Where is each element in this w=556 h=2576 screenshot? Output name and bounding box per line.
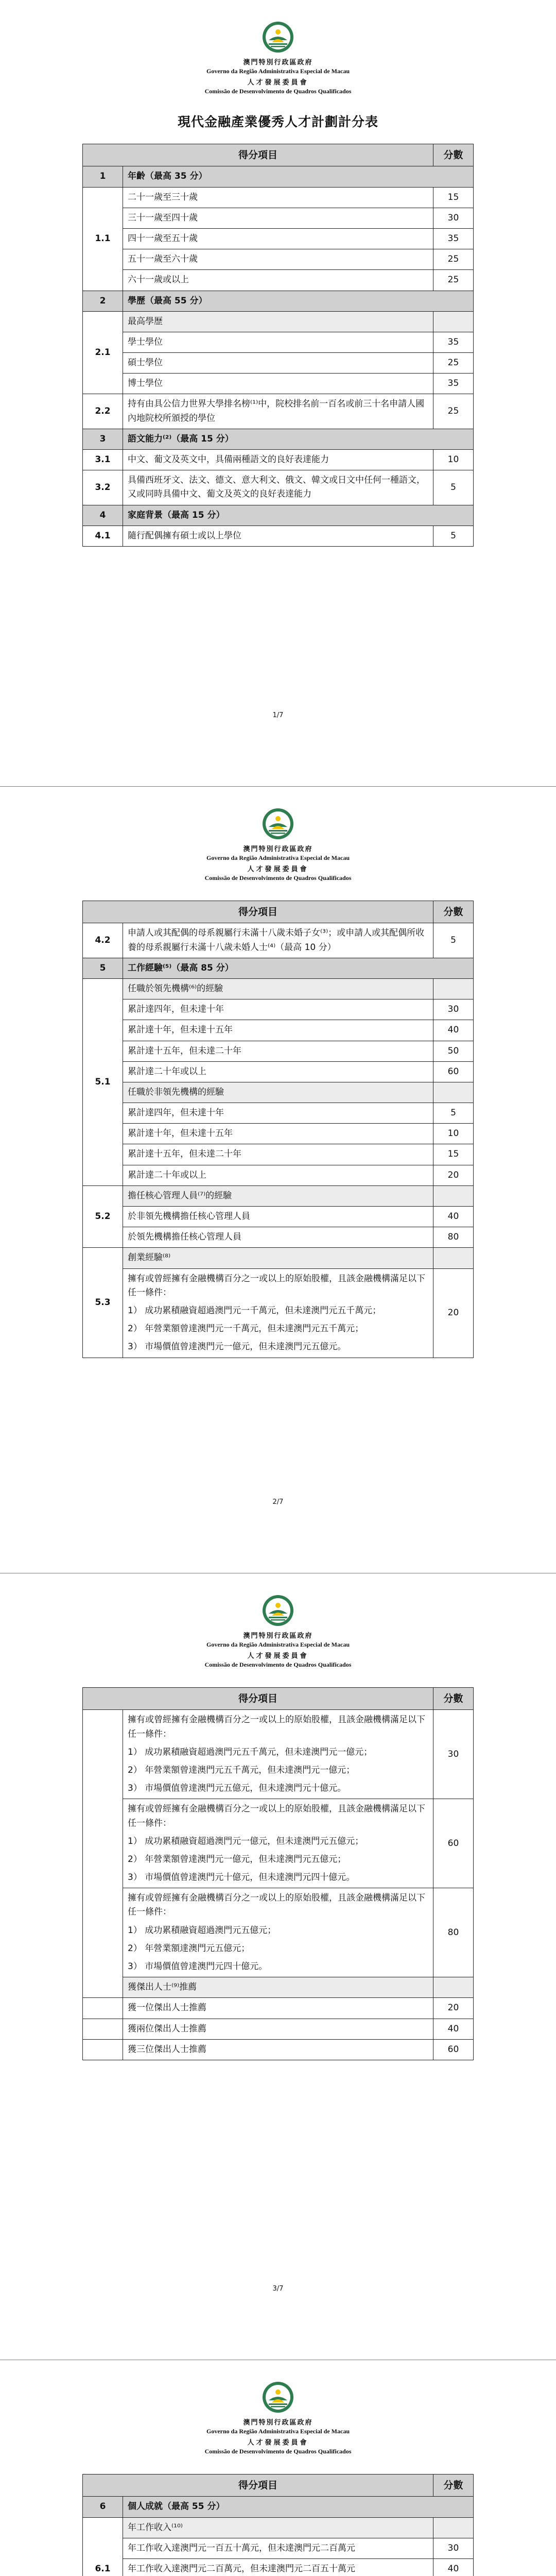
item-score: 25 [433,249,474,270]
table-row [83,1977,474,1998]
org-name-zh: 澳門特別行政區政府 [243,2419,313,2427]
header-item: 得分項目 [83,1688,433,1710]
item-number [83,1998,123,2019]
table-row [83,2019,474,2039]
table-row [83,1082,474,1103]
page-1 [0,0,556,786]
macau-emblem-icon [262,807,294,840]
section-number: 5 [83,958,123,978]
item-label: 擁有或曾經擁有金融機構百分之一或以上的原始股權，且該金融機構滿足以下任一條件： [128,1273,425,1298]
table-row [83,208,474,228]
table-row [83,1207,474,1227]
item-condition: 2） 年營業額曾達澳門元一億元，但未達澳門元五億元； [128,1854,346,1865]
org-name-zh: 澳門特別行政區政府 [243,59,313,66]
item-score: 40 [433,2019,474,2039]
dept-name-zh: 人才發展委員會 [247,2439,309,2447]
page-number: 1/7 [272,711,284,719]
item-label: 隨行配偶擁有碩士或以上學位 [128,530,241,541]
item-text [123,1185,433,1206]
item-score: 60 [433,1799,474,1888]
item-text [123,923,433,958]
table-row [83,228,474,249]
item-text [123,999,433,1020]
org-name-pt: Governo da Região Administrativa Especial de Macau [206,67,350,75]
dept-name-pt: Comissão de Desenvolvimento de Quadros Qualificados [204,874,352,882]
org-name-zh: 澳門特別行政區政府 [243,845,313,853]
item-score: 35 [433,374,474,394]
item-score: 10 [433,1124,474,1144]
item-label: 擁有或曾經擁有金融機構百分之一或以上的原始股權，且該金融機構滿足以下任一條件： [128,1715,425,1739]
item-number: 2.2 [83,394,123,429]
item-score: 5 [433,1103,474,1124]
section-number: 1 [83,166,123,187]
item-score: 5 [433,923,474,958]
table-row [83,1124,474,1144]
item-score [433,1977,474,1998]
table-row [83,1041,474,1061]
header-item: 得分項目 [83,144,433,166]
item-label: 二十一歲至三十歲 [128,192,198,202]
item-number: 4.1 [83,526,123,546]
item-number [83,1710,123,1998]
item-condition: 3） 市場價值曾達澳門元一億元，但未達澳門元五億元。 [128,1342,346,1352]
item-text [123,450,433,470]
item-label: 擔任核心管理人員⁽⁷⁾的經驗 [128,1190,232,1201]
table-row [83,2517,474,2538]
score-table [82,2474,474,2576]
item-label: 三十一歲至四十歲 [128,212,198,223]
table-header-row [83,144,474,166]
item-text [123,1248,433,1268]
item-number: 6.1 [83,2517,123,2576]
table-row [83,1103,474,1124]
macau-emblem-icon [262,21,294,54]
item-score: 40 [433,2558,474,2576]
dept-name-zh: 人才發展委員會 [247,1652,309,1660]
item-number: 5.1 [83,978,123,1185]
table-row [83,394,474,429]
table-row [83,187,474,208]
section-number: 6 [83,2497,123,2517]
item-label: 四十一歲至五十歲 [128,233,198,244]
item-text [123,394,433,429]
table-row [83,1061,474,1082]
item-score: 20 [433,1998,474,2019]
item-score: 10 [433,450,474,470]
item-label: 年工作收入達澳門元一百五十萬元，但未達澳門元二百萬元 [128,2543,355,2553]
item-text [123,2019,433,2039]
section-title: 年齡（最高 35 分） [123,166,474,187]
item-label: 獲兩位傑出人士推薦 [128,2023,206,2034]
item-label: 學士學位 [128,336,163,347]
item-score: 15 [433,187,474,208]
table-header-row [83,2475,474,2497]
item-label: 五十一歲至六十歲 [128,254,198,265]
table-header-row [83,901,474,923]
item-label: 擁有或曾經擁有金融機構百分之一或以上的原始股權，且該金融機構滿足以下任一條件： [128,1893,425,1918]
item-text [123,1799,433,1888]
item-number: 4.2 [83,923,123,958]
header-item: 得分項目 [83,901,433,923]
item-score: 30 [433,999,474,1020]
spacer [0,882,556,901]
item-condition: 2） 年營業額曾達澳門元五千萬元，但未達澳門元一億元； [128,1765,355,1775]
item-text [123,1977,433,1998]
item-score: 35 [433,332,474,352]
score-table [82,144,474,547]
table-row [83,999,474,1020]
item-text [123,526,433,546]
item-score: 60 [433,1061,474,1082]
macau-emblem-icon [262,2381,294,2414]
page-number: 3/7 [272,2285,284,2293]
section-row [83,429,474,449]
table-row [83,526,474,546]
score-table [82,1687,474,2060]
item-score [433,2517,474,2538]
spacer [0,2455,556,2474]
item-score [433,1185,474,1206]
item-score: 80 [433,1888,474,1977]
item-number: 3.2 [83,470,123,505]
item-score: 30 [433,1710,474,1799]
section-title: 個人成就（最高 55 分） [123,2497,474,2517]
section-row [83,505,474,526]
table-row [83,332,474,352]
header-score: 分數 [433,144,474,166]
item-text [123,2558,433,2576]
table-row [83,978,474,999]
item-label: 年工作收入⁽¹⁰⁾ [128,2522,183,2533]
item-number [83,2039,123,2060]
table-row [83,470,474,505]
page-2 [0,787,556,1573]
section-title: 學歷（最高 55 分） [123,291,474,311]
item-text [123,1041,433,1061]
item-text [123,374,433,394]
table-row [83,311,474,332]
item-label: 具備西班牙文、法文、德文、意大利文、俄文、韓文或日文中任何一種語文，又或同時具備中文、葡文及英文的良好表達能力 [128,475,425,500]
section-number: 3 [83,429,123,449]
item-label: 六十一歲或以上 [128,275,189,285]
table-row [83,1144,474,1165]
table-row [83,1268,474,1358]
item-label: 累計達十五年，但未達二十年 [128,1149,241,1160]
item-text [123,1710,433,1799]
page-number: 2/7 [272,1498,284,1506]
header-score: 分數 [433,2475,474,2497]
item-label: 持有由具公信力世界大學排名榜⁽¹⁾中，院校排名前一百名或前三十名申請人國內地院校所頒授的學位 [128,399,425,423]
item-label: 累計達十年，但未達十五年 [128,1128,233,1139]
item-condition: 2） 年營業額曾達澳門元一千萬元，但未達澳門元五千萬元； [128,1324,364,1334]
item-number [83,2019,123,2039]
item-score [433,1248,474,1268]
item-text [123,332,433,352]
item-text [123,1144,433,1165]
item-label: 獲傑出人士⁽⁹⁾推薦 [128,1982,197,1993]
letterhead [0,1573,556,1669]
spacer [0,1669,556,1687]
item-label: 累計達二十年或以上 [128,1170,206,1180]
item-text [123,2517,433,2538]
item-label: 擁有或曾經擁有金融機構百分之一或以上的原始股權，且該金融機構滿足以下任一條件： [128,1804,425,1828]
item-condition: 3） 市場價值曾達澳門元十億元，但未達澳門元四十億元。 [128,1872,355,1883]
table-row [83,1888,474,1977]
table-row [83,2538,474,2558]
item-score [433,311,474,332]
table-row [83,1185,474,1206]
section-number: 4 [83,505,123,526]
item-text [123,978,433,999]
table-row [83,1248,474,1268]
dept-name-zh: 人才發展委員會 [247,79,309,87]
table-row [83,1165,474,1185]
item-score: 5 [433,526,474,546]
item-text [123,1268,433,1358]
section-title: 工作經驗⁽⁵⁾（最高 85 分） [123,958,474,978]
section-title: 語文能力⁽²⁾（最高 15 分） [123,429,474,449]
item-number: 2.1 [83,311,123,394]
item-text [123,311,433,332]
table-row [83,374,474,394]
item-condition: 1） 成功累積融資超過澳門元五千萬元，但未達澳門元一億元； [128,1747,373,1757]
table-row [83,2558,474,2576]
org-name-pt: Governo da Região Administrativa Especial de Macau [206,1641,350,1648]
item-score: 80 [433,1227,474,1248]
item-score: 40 [433,1207,474,1227]
item-text [123,1082,433,1103]
item-condition: 3） 市場價值曾達澳門元五億元，但未達澳門元十億元。 [128,1783,346,1794]
item-score: 5 [433,470,474,505]
dept-name-pt: Comissão de Desenvolvimento de Quadros Qualificados [204,1661,352,1668]
item-score [433,978,474,999]
table-row [83,1799,474,1888]
table-row [83,1710,474,1799]
item-text [123,1888,433,1977]
item-label: 累計達十五年，但未達二十年 [128,1045,241,1056]
item-text [123,2039,433,2060]
letterhead [0,787,556,882]
macau-emblem-icon [262,1594,294,1627]
item-label: 於領先機構擔任核心管理人員 [128,1232,241,1243]
item-label: 累計達四年，但未達十年 [128,1004,224,1015]
item-text [123,1020,433,1041]
table-row [83,1227,474,1248]
page-3 [0,1573,556,2360]
item-text [123,1165,433,1185]
section-row [83,291,474,311]
org-name-pt: Governo da Região Administrativa Especial de Macau [206,854,350,861]
item-score: 20 [433,1165,474,1185]
item-label: 最高學歷 [128,316,163,327]
dept-name-pt: Comissão de Desenvolvimento de Quadros Qualificados [204,2448,352,2455]
item-text [123,208,433,228]
item-label: 博士學位 [128,378,163,389]
item-score: 15 [433,1144,474,1165]
table-row [83,1020,474,1041]
section-row [83,2497,474,2517]
header-score: 分數 [433,901,474,923]
item-text [123,1061,433,1082]
item-number: 1.1 [83,187,123,291]
score-table [82,901,474,1358]
item-label: 獲三位傑出人士推薦 [128,2044,206,2055]
item-score: 25 [433,353,474,374]
item-score: 30 [433,2538,474,2558]
item-score: 25 [433,394,474,429]
item-label: 累計達二十年或以上 [128,1066,206,1077]
item-text [123,1103,433,1124]
item-label: 累計達十年，但未達十五年 [128,1025,233,1036]
item-label: 累計達四年，但未達十年 [128,1108,224,1118]
item-text [123,1227,433,1248]
item-text [123,1124,433,1144]
item-score: 50 [433,1041,474,1061]
dept-name-pt: Comissão de Desenvolvimento de Quadros Qualificados [204,88,352,95]
page-4 [0,2360,556,2576]
header-score: 分數 [433,1688,474,1710]
item-condition: 1） 成功累積融資超過澳門元一億元，但未達澳門元五億元； [128,1836,364,1846]
item-label: 創業經驗⁽⁸⁾ [128,1252,171,1263]
table-row [83,2039,474,2060]
item-text [123,249,433,270]
item-label: 獲一位傑出人士推薦 [128,2003,206,2013]
item-label: 申請人或其配偶的母系親屬行未滿十八歲未婚子女⁽³⁾；或申請人或其配偶所收養的母系親屬行未滿十八歲未婚人士⁽⁴⁾（最高 10 分） [128,928,425,953]
item-label: 於非領先機構擔任核心管理人員 [128,1211,250,1222]
item-condition: 2） 年營業額達澳門元五億元； [128,1943,250,1954]
section-row [83,166,474,187]
header-item: 得分項目 [83,2475,433,2497]
item-number: 5.2 [83,1185,123,1248]
item-score: 35 [433,228,474,249]
org-name-pt: Governo da Região Administrativa Especial de Macau [206,2428,350,2435]
section-number: 2 [83,291,123,311]
item-condition: 1） 成功累積融資超過澳門元五億元； [128,1925,276,1936]
item-label: 碩士學位 [128,358,163,368]
section-title: 家庭背景（最高 15 分） [123,505,474,526]
item-text [123,2538,433,2558]
item-number: 3.1 [83,450,123,470]
item-label: 年工作收入達澳門元二百萬元，但未達澳門元二百五十萬元 [128,2563,355,2574]
item-number: 5.3 [83,1248,123,1358]
item-score: 40 [433,1020,474,1041]
item-score: 60 [433,2039,474,2060]
org-name-zh: 澳門特別行政區政府 [243,1632,313,1640]
item-condition: 1） 成功累積融資超過澳門元一千萬元，但未達澳門元五千萬元； [128,1305,381,1316]
item-text [123,353,433,374]
item-text [123,187,433,208]
item-condition: 3） 市場價值曾達澳門元四十億元。 [128,1961,268,1972]
item-text [123,270,433,291]
table-row [83,450,474,470]
table-row [83,923,474,958]
letterhead [0,0,556,95]
letterhead [0,2360,556,2455]
item-text [123,1207,433,1227]
table-row [83,353,474,374]
table-header-row [83,1688,474,1710]
table-row [83,249,474,270]
item-text [123,470,433,505]
dept-name-zh: 人才發展委員會 [247,866,309,873]
item-label: 中文、葡文及英文中，具備兩種語文的良好表達能力 [128,454,329,465]
item-score: 25 [433,270,474,291]
item-score: 30 [433,208,474,228]
table-row [83,1998,474,2019]
item-label: 任職於非領先機構的經驗 [128,1087,224,1097]
section-row [83,958,474,978]
item-score: 20 [433,1268,474,1358]
item-label: 任職於領先機構⁽⁶⁾的經驗 [128,983,223,994]
document-title: 現代金融產業優秀人才計劃計分表 [177,114,378,129]
item-text [123,228,433,249]
table-row [83,270,474,291]
item-text [123,1998,433,2019]
item-score [433,1082,474,1103]
